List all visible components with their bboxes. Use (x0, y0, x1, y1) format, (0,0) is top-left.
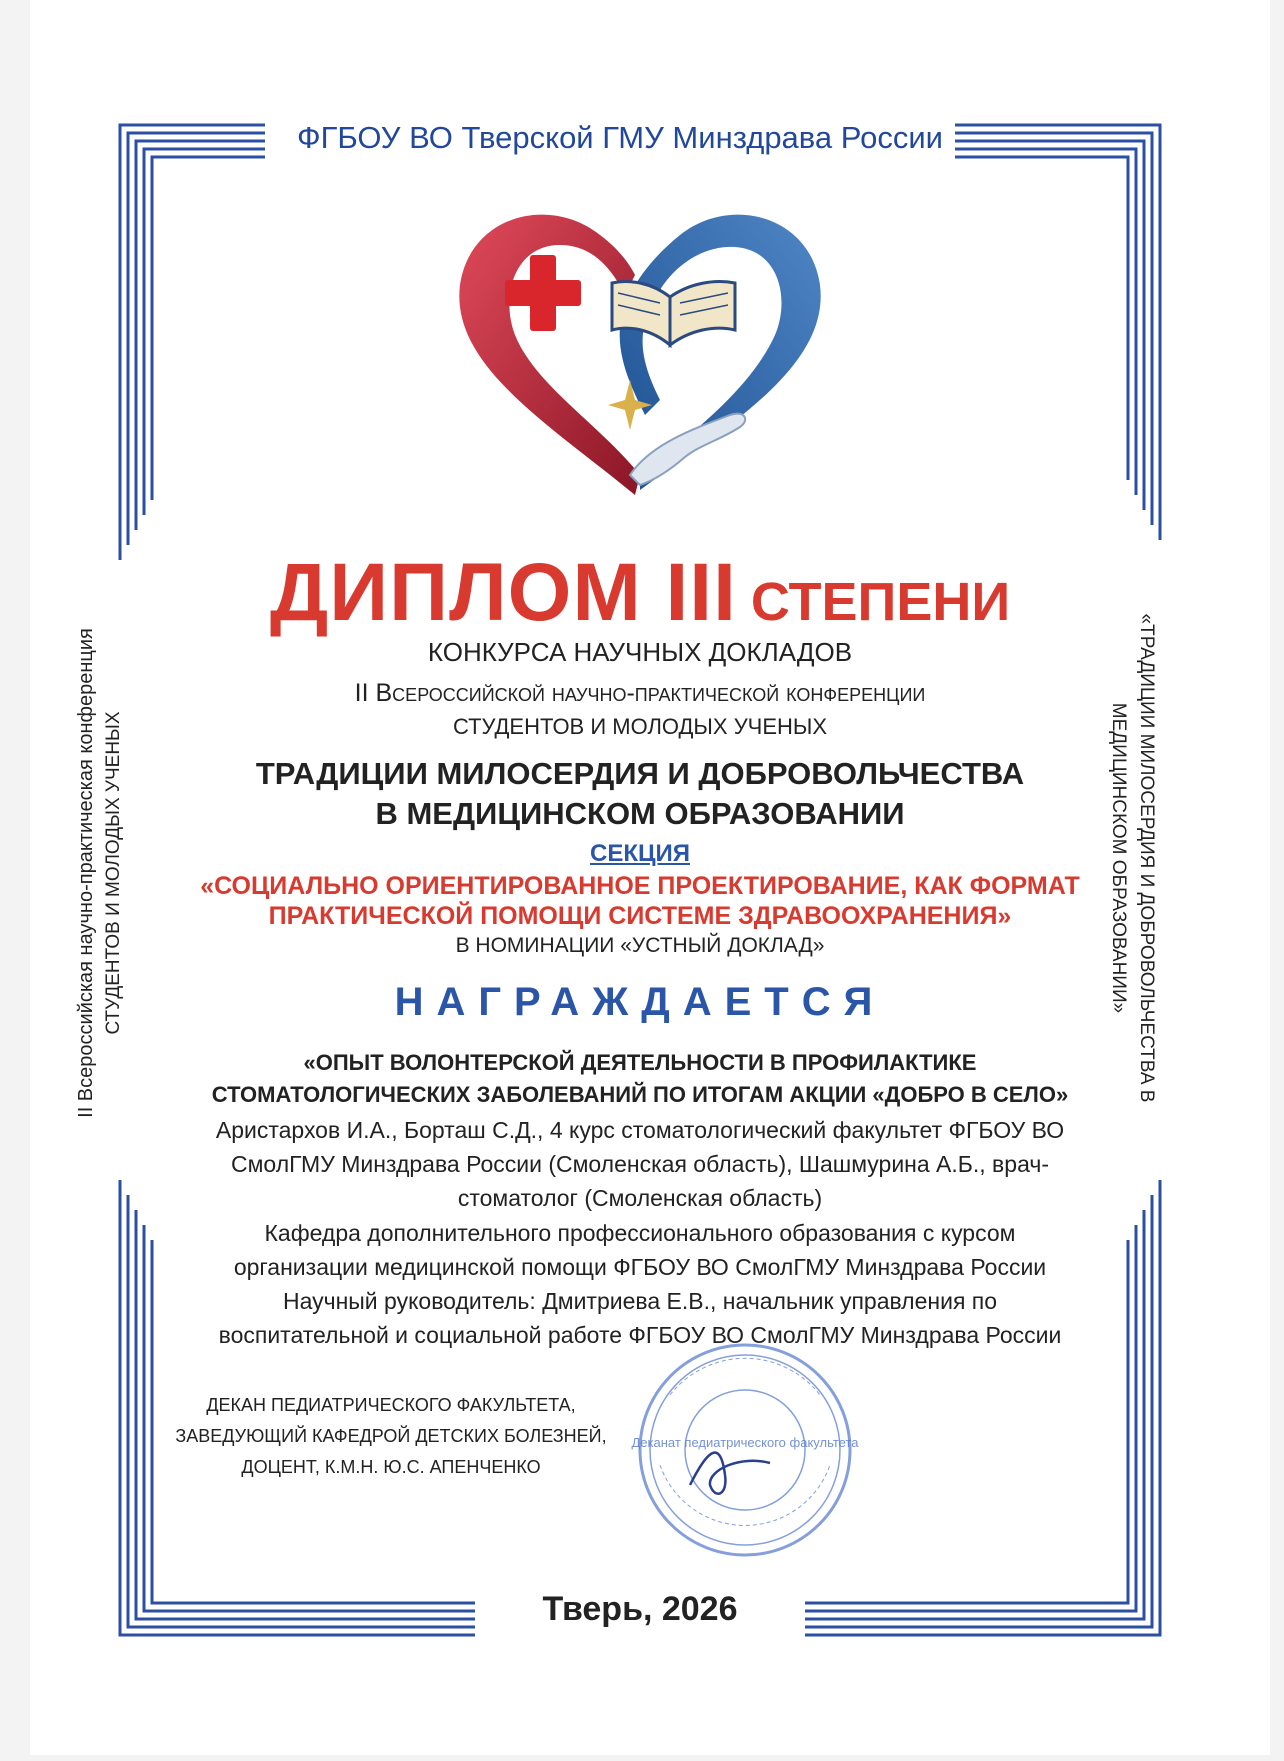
round-stamp-icon (630, 1335, 860, 1565)
diploma-title-main: ДИПЛОМ III (269, 547, 737, 638)
nomination: В НОМИНАЦИИ «УСТНЫЙ ДОКЛАД» (455, 934, 825, 957)
report-title-line2: СТОМАТОЛОГИЧЕСКИХ ЗАБОЛЕВАНИЙ ПО ИТОГАМ АКЦИИ «ДОБРО В СЕЛО» (211, 1082, 1069, 1107)
side-right-line2: МЕДИЦИНСКОМ ОБРАЗОВАНИИ» (1108, 702, 1129, 1014)
side-left-line1: II Всероссийская научно-практическая конференция (75, 628, 97, 1118)
contest-name: КОНКУРСА НАУЧНЫХ ДОКЛАДОВ (427, 637, 853, 667)
side-right-line1: «ТРАДИЦИИ МИЛОСЕРДИЯ И ДОБРОВОЛЬЧЕСТВА В (1136, 613, 1157, 1103)
theme-line1: ТРАДИЦИИ МИЛОСЕРДИЯ И ДОБРОВОЛЬЧЕСТВА (255, 756, 1025, 791)
signer-line3: ДОЦЕНТ, К.М.Н. Ю.С. АПЕНЧЕНКО (241, 1457, 541, 1477)
section-label: СЕКЦИЯ (589, 840, 691, 867)
heart-logo-icon (430, 195, 850, 535)
conference-name-line2: СТУДЕНТОВ И МОЛОДЫХ УЧЕНЫХ (452, 714, 828, 739)
report-title-line1: «ОПЫТ ВОЛОНТЕРСКОЙ ДЕЯТЕЛЬНОСТИ В ПРОФИЛАКТИКЕ (303, 1050, 977, 1075)
body-line: Аристархов И.А., Борташ С.Д., 4 курс стоматологический факультет ФГБОУ ВО (215, 1117, 1065, 1143)
signer-line2: ЗАВЕДУЮЩИЙ КАФЕДРОЙ ДЕТСКИХ БОЛЕЗНЕЙ, (175, 1426, 607, 1446)
diploma-title (200, 546, 1080, 640)
stamp-center-text: Деканат педиатрического факультета (631, 1435, 859, 1450)
diploma-title-degree: СТЕПЕНИ (750, 572, 1011, 632)
place-year: Тверь, 2026 (542, 1590, 738, 1628)
section-name-line2: ПРАКТИЧЕСКОЙ ПОМОЩИ СИСТЕМЕ ЗДРАВООХРАНЕНИЯ» (268, 902, 1012, 930)
theme-line2: В МЕДИЦИНСКОМ ОБРАЗОВАНИИ (375, 796, 905, 831)
conference-name-line1: II Всероссийской научно-практической конференции (354, 679, 926, 707)
organization-header: ФГБОУ ВО Тверской ГМУ Минздрава России (297, 120, 943, 155)
side-caption-right (1104, 568, 1160, 1148)
body-line: организации медицинской помощи ФГБОУ ВО СмолГМУ Минздрава России (233, 1254, 1047, 1280)
body-line: СмолГМУ Минздрава России (Смоленская область), Шашмурина А.Б., врач- (231, 1151, 1049, 1177)
body-line: стоматолог (Смоленская область) (457, 1185, 823, 1211)
signer-line1: ДЕКАН ПЕДИАТРИЧЕСКОГО ФАКУЛЬТЕТА, (206, 1395, 576, 1415)
side-caption-left (72, 583, 128, 1163)
side-left-line2: СТУДЕНТОВ И МОЛОДЫХ УЧЕНЫХ (103, 711, 124, 1035)
body-line: Кафедра дополнительного профессионального образования с курсом (264, 1220, 1016, 1246)
awarded-heading: НАГРАЖДАЕТСЯ (394, 980, 886, 1024)
body-line: Научный руководитель: Дмитриева Е.В., начальник управления по (282, 1288, 998, 1314)
signature-icon (690, 1453, 770, 1494)
hand-icon (630, 414, 745, 485)
body-line: воспитательной и социальной работе ФГБОУ ВО СмолГМУ Минздрава России (218, 1322, 1062, 1348)
section-name-line1: «СОЦИАЛЬНО ОРИЕНТИРОВАННОЕ ПРОЕКТИРОВАНИЕ, КАК ФОРМАТ (200, 872, 1080, 900)
